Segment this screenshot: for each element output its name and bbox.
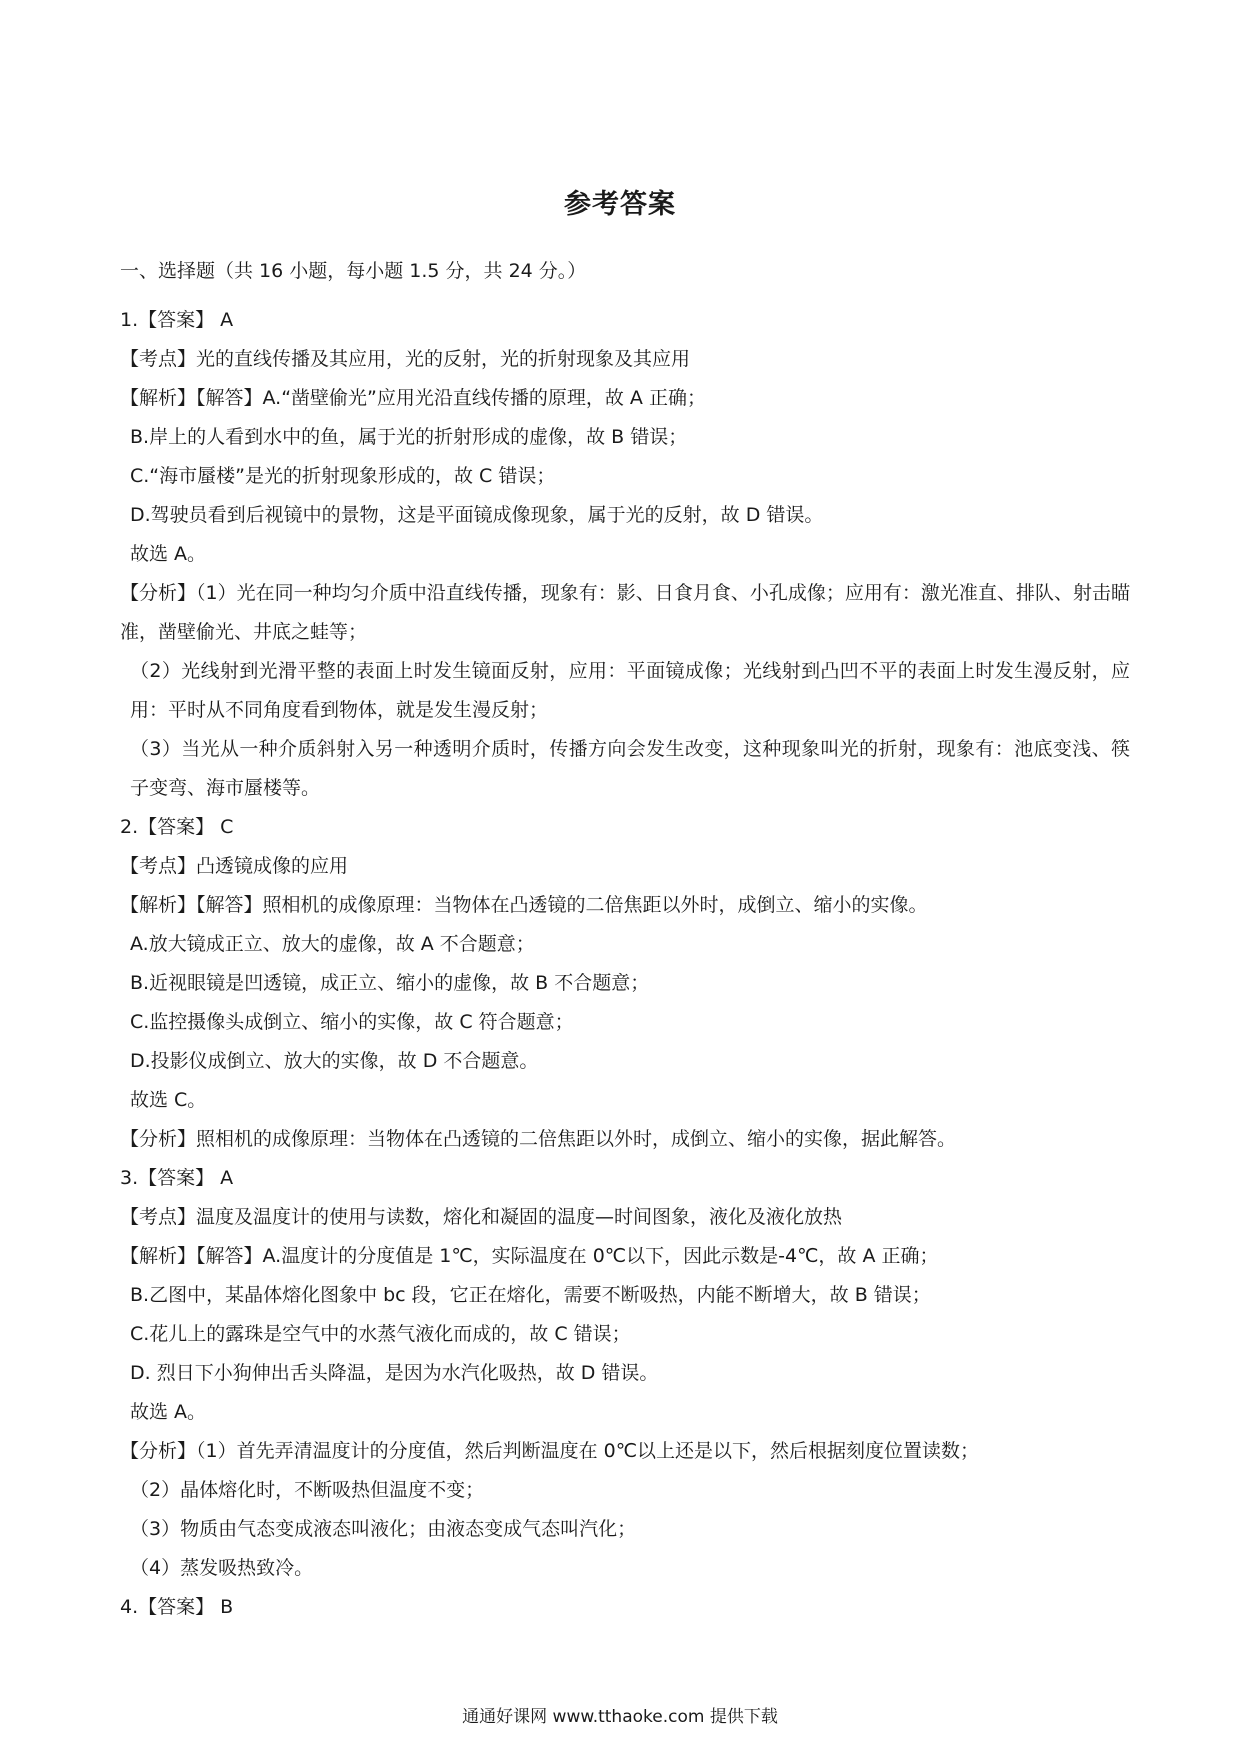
q3-option-b: B.乙图中，某晶体熔化图象中 bc 段，它正在熔化，需要不断吸热，内能不断增大，故 B 错误； [130,1284,931,1306]
footer-source: 通通好课网 www.tthaoke.com 提供下载 [462,1707,778,1727]
q3-fenxi-2: （2）晶体熔化时，不断吸热但温度不变； [130,1479,485,1501]
q3-fenxi-4: （4）蒸发吸热致冷。 [130,1557,314,1579]
q1-option-c: C.“海市蜃楼”是光的折射现象形成的，故 C 错误； [130,465,556,487]
q3-kaodian: 【考点】温度及温度计的使用与读数，熔化和凝固的温度—时间图象，液化及液化放热 [120,1206,843,1228]
q3-jiexi: 【解析】【解答】A.温度计的分度值是 1℃，实际温度在 0℃以下，因此示数是-4℃，故 A 正确； [120,1245,939,1267]
q4-answer: 4.【答案】 B [120,1596,234,1618]
q3-answer: 3.【答案】 A [120,1167,234,1189]
q1-fenxi-3: （3）当光从一种介质斜射入另一种透明介质时，传播方向会发生改变，这种现象叫光的折射，现象有：池底变浅、筷子变弯、海市蜃楼等。 [130,738,1130,799]
answer-content [120,301,1130,1627]
q2-answer: 2.【答案】 C [120,816,234,838]
section-heading: 一、选择题（共 16 小题，每小题 1.5 分，共 24 分。） [120,260,587,282]
q1-option-b: B.岸上的人看到水中的鱼，属于光的折射形成的虚像，故 B 错误； [130,426,688,448]
q3-option-d: D. 烈日下小狗伸出舌头降温，是因为水汽化吸热，故 D 错误。 [130,1362,659,1384]
q2-option-a: A.放大镜成正立、放大的虚像，故 A 不合题意； [130,933,535,955]
page-title: 参考答案 [564,189,676,220]
q1-option-d: D.驾驶员看到后视镜中的景物，这是平面镜成像现象，属于光的反射，故 D 错误。 [130,504,824,526]
q2-option-b: B.近视眼镜是凹透镜，成正立、缩小的虚像，故 B 不合题意； [130,972,650,994]
q1-fenxi-1: 【分析】（1）光在同一种均匀介质中沿直线传播，现象有：影、日食月食、小孔成像；应用有：激光准直、排队、射击瞄准，凿壁偷光、井底之蛙等； [120,582,1130,643]
q2-jiexi: 【解析】【解答】照相机的成像原理：当物体在凸透镜的二倍焦距以外时，成倒立、缩小的实像。 [120,894,928,916]
q2-option-c: C.监控摄像头成倒立、缩小的实像，故 C 符合题意； [130,1011,574,1033]
q3-select: 故选 A。 [130,1401,207,1423]
q1-fenxi-2: （2）光线射到光滑平整的表面上时发生镜面反射，应用：平面镜成像；光线射到凸凹不平的表面上时发生漫反射，应用：平时从不同角度看到物体，就是发生漫反射； [130,660,1130,721]
q2-kaodian: 【考点】凸透镜成像的应用 [120,855,349,877]
q3-fenxi-3: （3）物质由气态变成液态叫液化；由液态变成气态叫汽化； [130,1518,637,1540]
q1-answer: 1.【答案】 A [120,309,234,331]
q2-select: 故选 C。 [130,1089,207,1111]
q2-option-d: D.投影仪成倒立、放大的实像，故 D 不合题意。 [130,1050,539,1072]
q2-fenxi: 【分析】照相机的成像原理：当物体在凸透镜的二倍焦距以外时，成倒立、缩小的实像，据此解答。 [120,1128,957,1150]
q1-kaodian: 【考点】光的直线传播及其应用，光的反射，光的折射现象及其应用 [120,348,691,370]
q1-jiexi: 【解析】【解答】A.“凿壁偷光”应用光沿直线传播的原理，故 A 正确； [120,387,706,409]
q3-option-c: C.花儿上的露珠是空气中的水蒸气液化而成的，故 C 错误； [130,1323,631,1345]
q1-select: 故选 A。 [130,543,207,565]
q3-fenxi-1: 【分析】（1）首先弄清温度计的分度值，然后判断温度在 0℃以上还是以下，然后根据刻度位置读数； [120,1440,980,1462]
